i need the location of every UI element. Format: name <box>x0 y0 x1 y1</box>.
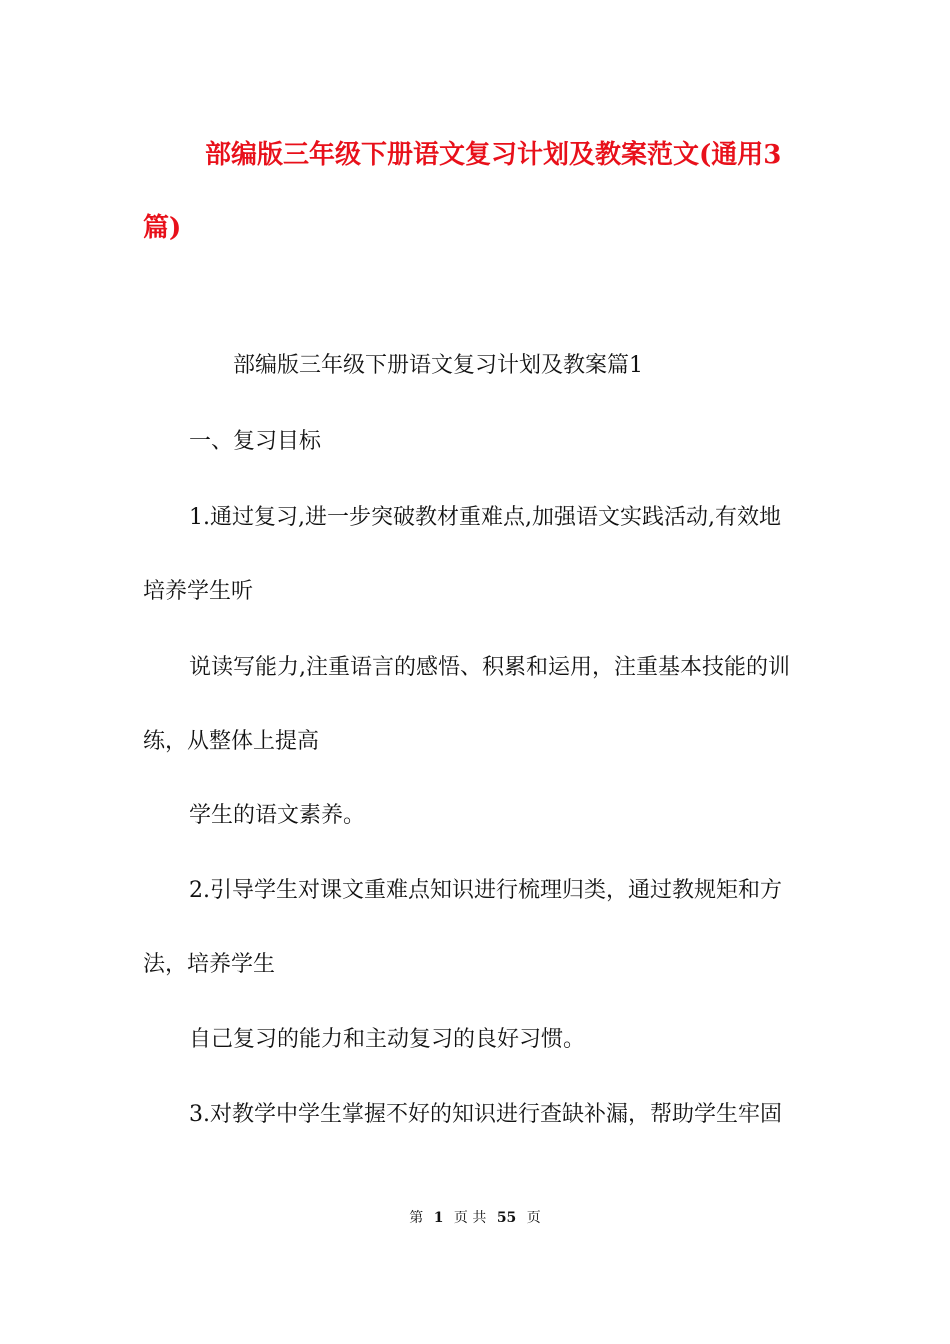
paragraph-line: 说读写能力,注重语言的感悟、积累和运用，注重基本技能的训 <box>189 655 790 680</box>
document-title-line-1: 部编版三年级下册语文复习计划及教案范文(通用3 <box>205 140 782 170</box>
paragraph-line: 法，培养学生 <box>143 952 276 977</box>
paragraph-line: 1.通过复习,进一步突破教材重难点,加强语文实践活动,有效地 <box>189 505 781 530</box>
footer-prefix: 第 <box>409 1210 424 1226</box>
section-heading: 部编版三年级下册语文复习计划及教案篇1 <box>233 353 643 378</box>
footer-page-number: 1 <box>433 1210 444 1226</box>
paragraph-line: 3.对教学中学生掌握不好的知识进行查缺补漏，帮助学生牢固 <box>189 1102 782 1127</box>
page-footer <box>0 1208 950 1228</box>
document-title-line-2: 篇) <box>143 213 182 243</box>
footer-total-pages: 55 <box>496 1210 517 1226</box>
paragraph-line: 2.引导学生对课文重难点知识进行梳理归类，通过教规矩和方 <box>189 878 782 903</box>
paragraph-line: 练，从整体上提高 <box>143 729 320 754</box>
subsection-heading: 一、复习目标 <box>189 429 322 454</box>
paragraph-line: 学生的语文素养。 <box>189 803 366 828</box>
footer-suffix: 页 <box>526 1210 541 1226</box>
paragraph-line: 自己复习的能力和主动复习的良好习惯。 <box>189 1027 586 1052</box>
paragraph-line: 培养学生听 <box>143 579 254 604</box>
footer-mid: 页 共 <box>453 1210 487 1226</box>
